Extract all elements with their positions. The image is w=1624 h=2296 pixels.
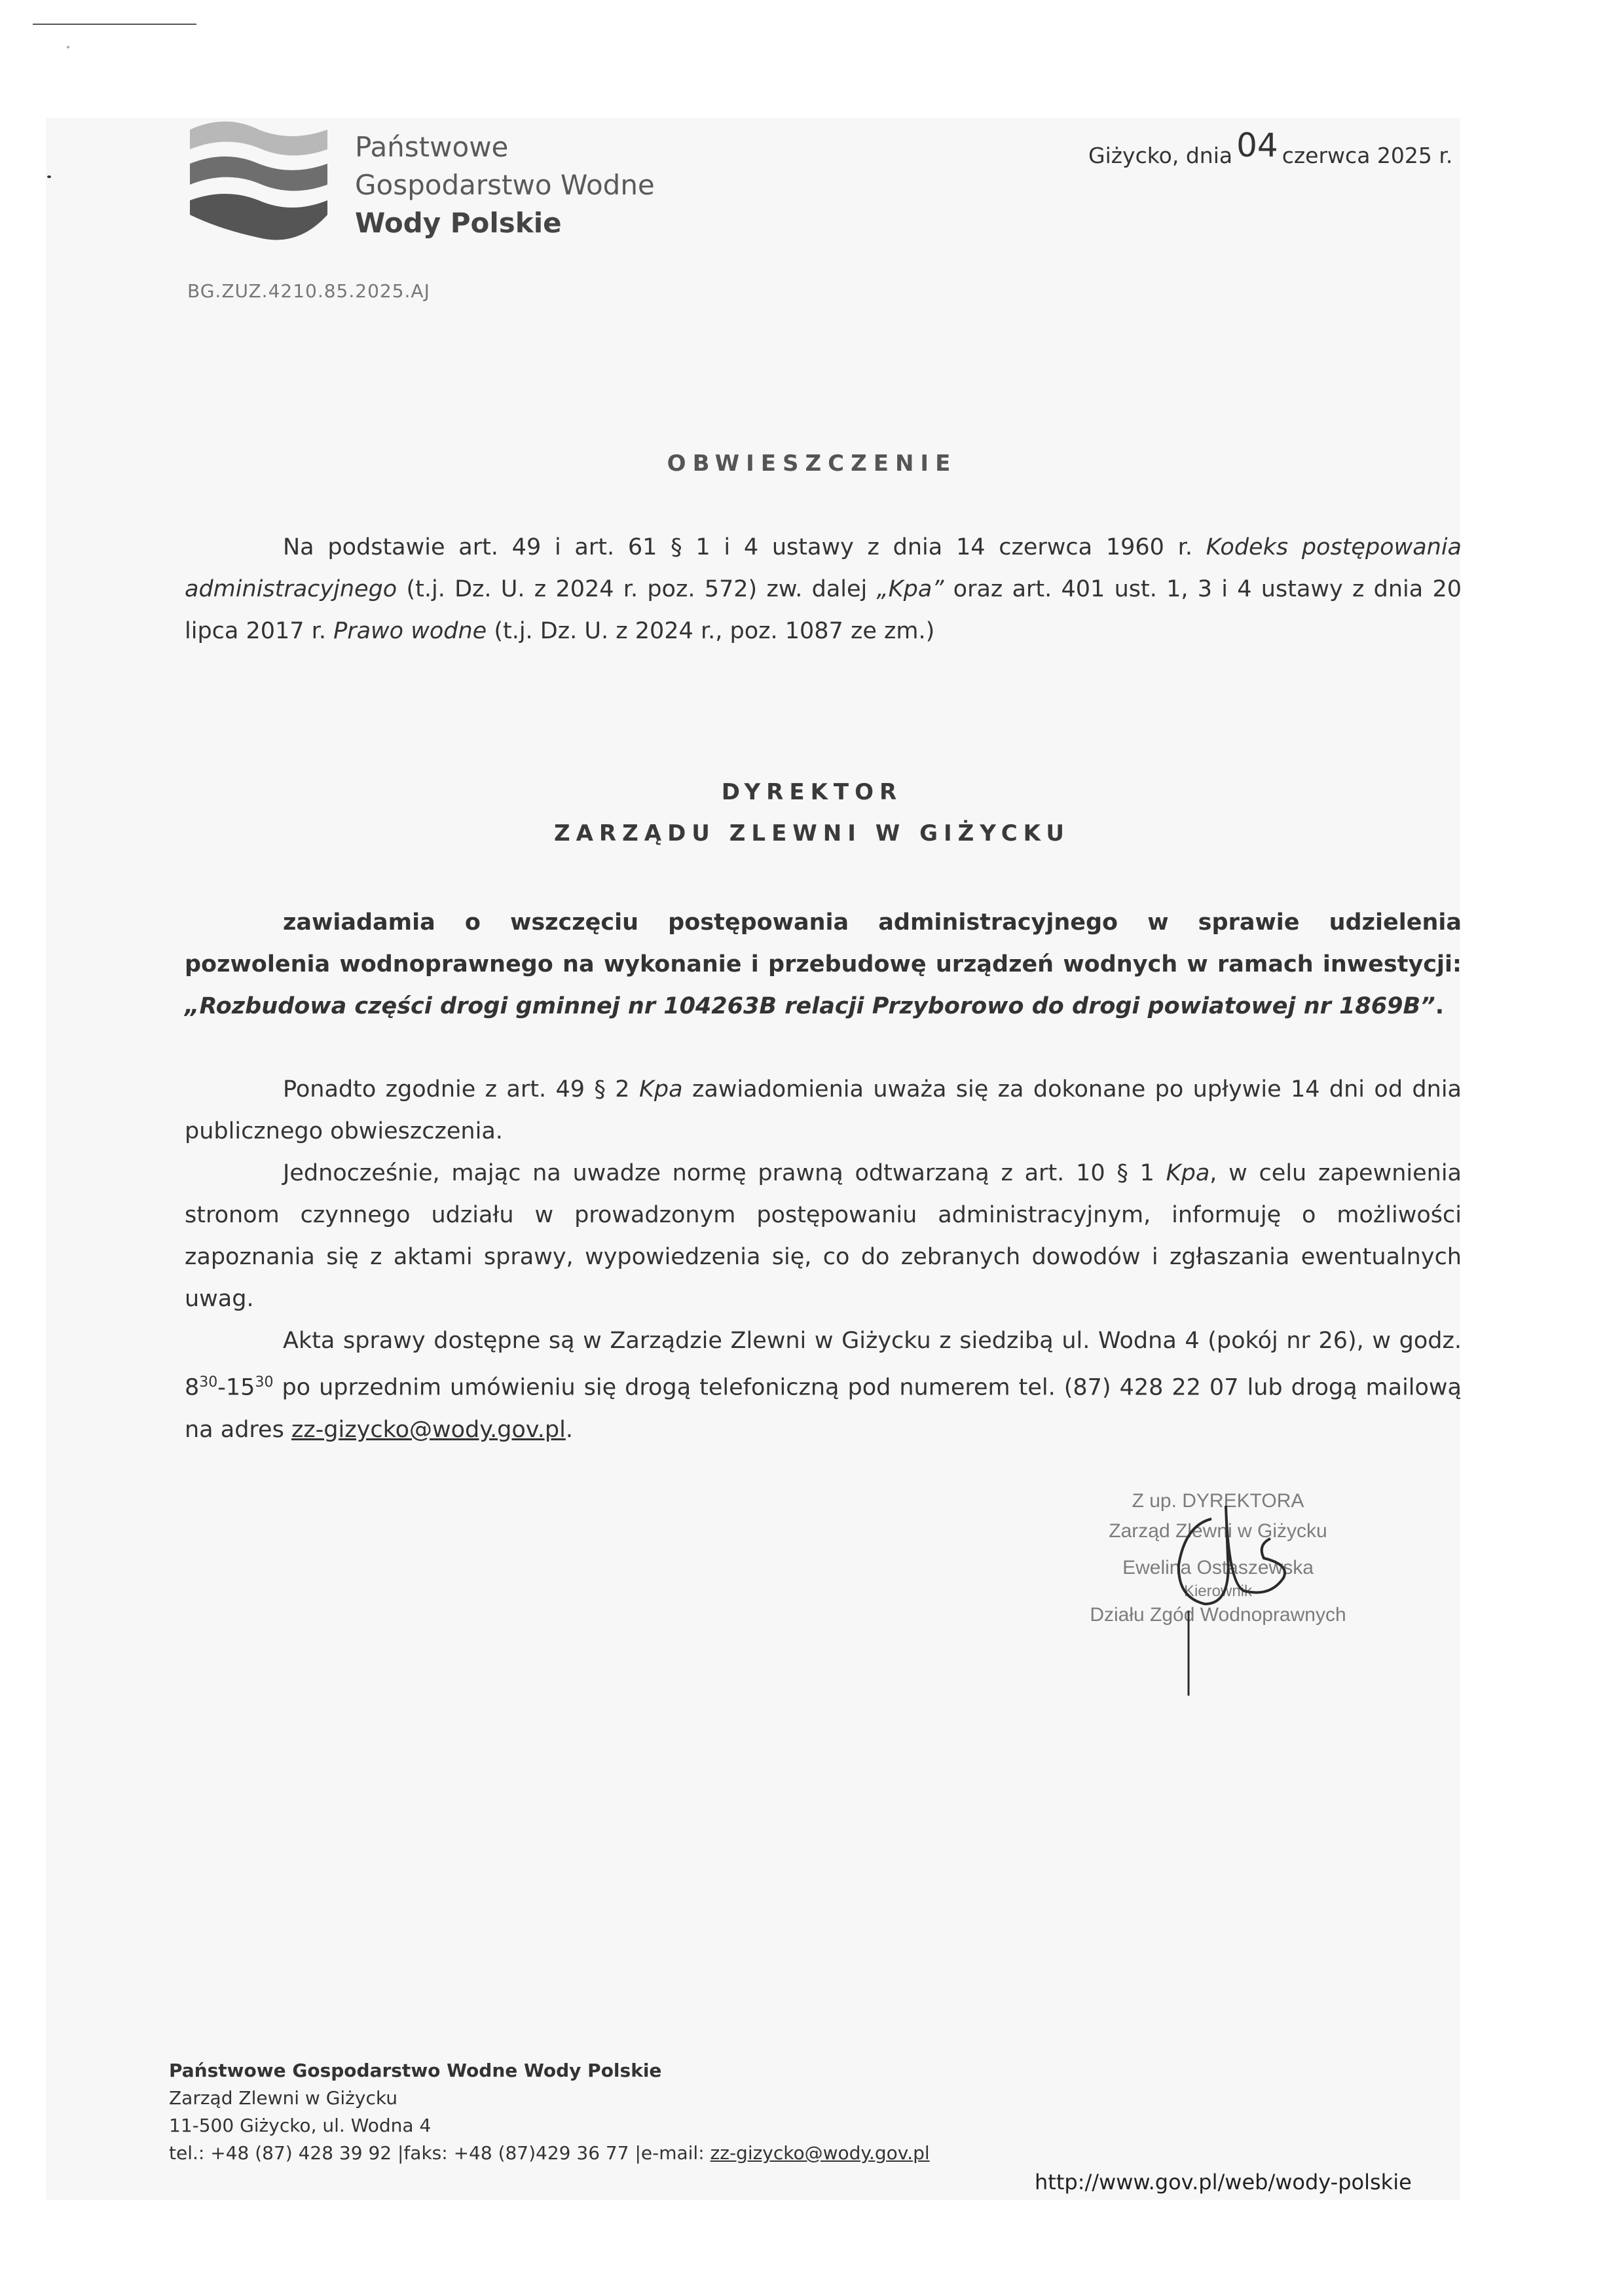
text-run-italic: Kpa xyxy=(1166,1160,1210,1186)
top-rule xyxy=(33,24,196,25)
text-run: Na podstawie art. 49 i art. 61 § 1 i 4 ustawy z dnia 14 czerwca 1960 r. xyxy=(283,534,1206,560)
email-link[interactable]: zz-gizycko@wody.gov.pl xyxy=(291,1416,566,1443)
footer-contact-text: tel.: +48 (87) 428 39 92 |faks: +48 (87)429 36 77 |e-mail: xyxy=(169,2142,710,2164)
text-run: po uprzednim umówieniu się drogą telefoniczną pod numerem tel. (87) 428 22 07 lub drogą mailową na adres xyxy=(185,1374,1462,1443)
notice-paragraph xyxy=(185,902,1462,1027)
text-run: . xyxy=(1435,993,1444,1019)
stamp-line: Działu Zgód Wodnoprawnych xyxy=(1090,1604,1346,1626)
text-run: , w celu zapewnienia stronom czynnego udziału w prowadzonym postępowaniu administracyjnym, informuję o możliwości zapoznania się z aktami sprawy, wypowiedzenia się, co do zebranych dowodów i zgłaszania ewentualnych uwag. xyxy=(185,1160,1462,1312)
organization-name xyxy=(355,128,655,242)
footer-address: 11-500 Giżycko, ul. Wodna 4 xyxy=(169,2115,432,2136)
text-run: zawiadamia o wszczęciu postępowania administracyjnego w sprawie udzielenia pozwolenia wodnoprawnego na wykonanie i przebudowę urządzeń wodnych w ramach inwestycji: xyxy=(185,909,1462,977)
text-run: (t.j. Dz. U. z 2024 r. poz. 572) zw. dalej xyxy=(397,576,877,602)
text-run: oraz art. 401 ust. 1, 3 i 4 ustawy z dnia 20 lipca 2017 r. xyxy=(185,576,1462,644)
text-run-italic: „Kpa” xyxy=(876,576,944,602)
text-run: Ponadto zgodnie z art. 49 § 2 xyxy=(283,1076,639,1102)
org-line-3: Wody Polskie xyxy=(355,207,562,239)
footer-contact xyxy=(169,2140,930,2167)
footer-organization: Państwowe Gospodarstwo Wodne Wody Polskie xyxy=(169,2060,662,2081)
wody-polskie-logo-icon xyxy=(187,117,331,254)
text-run: zawiadomienia uważa się za dokonane po upływie 14 dni od dnia publicznego obwieszczenia. xyxy=(185,1076,1462,1144)
investment-name: „Rozbudowa części drogi gminnej nr 104263B relacji Przyborowo do drogi powiatowej nr 1869B” xyxy=(185,993,1435,1019)
footer-email-link[interactable]: zz-gizycko@wody.gov.pl xyxy=(710,2142,930,2164)
org-line-2: Gospodarstwo Wodne xyxy=(355,169,655,201)
document-title: OBWIESZCZENIE xyxy=(667,450,957,477)
body-paragraphs xyxy=(185,1068,1462,1451)
reference-number: BG.ZUZ.4210.85.2025.AJ xyxy=(187,280,430,302)
superscript: 30 xyxy=(199,1374,218,1391)
authority-subtitle: ZARZĄDU ZLEWNI W GIŻYCKU xyxy=(553,820,1071,847)
stamp-line: Zarząd Zlewni w Giżycku xyxy=(1109,1520,1327,1542)
legal-basis-paragraph xyxy=(185,526,1462,652)
website-url[interactable]: http://www.gov.pl/web/wody-polskie xyxy=(1035,2170,1412,2195)
rights-paragraph xyxy=(185,1152,1462,1320)
text-run-italic: Kpa xyxy=(638,1076,683,1102)
footer xyxy=(169,2057,930,2167)
access-paragraph xyxy=(185,1320,1462,1451)
stamp-line: Kierownik xyxy=(1183,1582,1253,1600)
text-run-italic: Prawo wodne xyxy=(333,618,487,644)
date-prefix: Giżycko, dnia xyxy=(1088,143,1233,168)
text-run-italic: Kodeks postępowania administracyjnego xyxy=(185,534,1462,602)
text-run: -15 xyxy=(217,1374,255,1401)
text-run: Jednocześnie, mając na uwadze normę prawną odtwarzaną z art. 10 § 1 xyxy=(283,1160,1166,1186)
place-date xyxy=(1088,126,1453,171)
handwritten-signature xyxy=(1074,1480,1362,1696)
text-run: . xyxy=(565,1416,573,1443)
scan-speck xyxy=(67,46,69,48)
stamp-line: Z up. DYREKTORA xyxy=(1132,1490,1304,1512)
superscript: 30 xyxy=(255,1374,274,1391)
date-day-handwritten: 04 xyxy=(1236,126,1278,164)
scan-speck xyxy=(47,175,51,178)
org-line-1: Państwowe xyxy=(355,131,509,163)
text-run: Akta sprawy dostępne są w Zarządzie Zlewni w Giżycku z siedzibą ul. Wodna 4 (pokój nr 26), w godz. 8 xyxy=(185,1328,1462,1401)
text-run: (t.j. Dz. U. z 2024 r., poz. 1087 ze zm.) xyxy=(487,618,935,644)
date-suffix: czerwca 2025 r. xyxy=(1282,143,1453,168)
stamp-line: Ewelina Ostaszewska xyxy=(1122,1557,1314,1578)
authority-title: DYREKTOR xyxy=(721,779,903,805)
deadline-paragraph xyxy=(185,1068,1462,1152)
footer-unit: Zarząd Zlewni w Giżycku xyxy=(169,2087,397,2109)
